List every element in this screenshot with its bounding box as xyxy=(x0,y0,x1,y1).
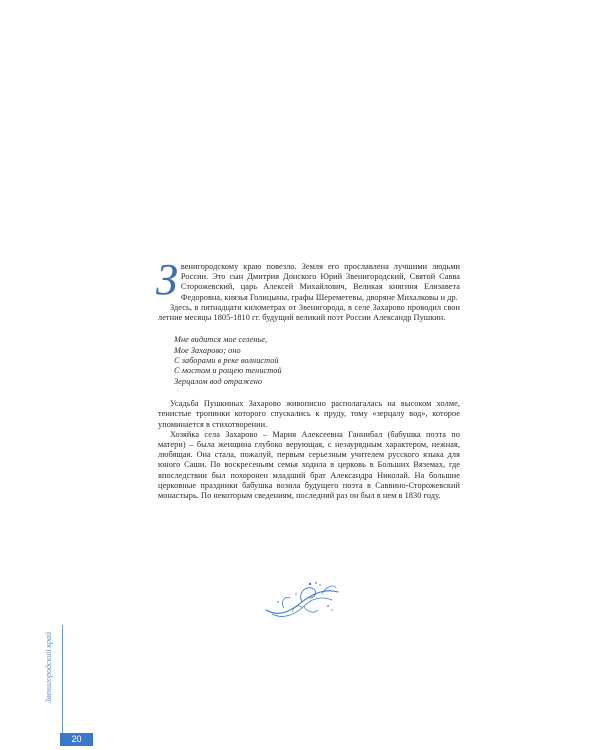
poem-line: Мое Захарово; оно xyxy=(174,345,241,355)
paragraph-grandmother: Хозяйка села Захарово – Мария Алексеевна Ганнибал (бабушка поэта по матери) – была женщина глубоко верующая, с незаурядным характером, нежная, любящая. Она стала, пожалуй, первым серьезным учителем русского языка для юного Саши. По воскресеньям семья ходила в церковь в Больших Вяземах, где впоследствии был похоронен младший брат Александра Николай. На большие церковные праздники бабушка возила будущего поэта в Саввино-Сторожевский монастырь. По некоторым сведениям, последний раз он был в нем в 1830 году. xyxy=(158,429,460,501)
floral-ornament-icon xyxy=(262,580,342,620)
poem-line: Зерцалом вод отражено xyxy=(174,376,263,386)
poem-line: Мне видится мое селенье, xyxy=(174,335,268,345)
article-body xyxy=(156,255,460,501)
poem-line: С мостом и рощею тенистой xyxy=(174,366,282,376)
poem-line: С заборами в реке волнистой xyxy=(174,356,279,366)
running-title: Звенигородский край xyxy=(44,631,53,703)
paragraph-estate: Усадьба Пушкиных Захарово живописно располагалась на высоком холме, тенистые тропинки которого спускались к пруду, тому «зерцалу вод», которое упоминается в стихотворении. xyxy=(158,399,460,429)
drop-cap: З xyxy=(156,255,178,304)
paragraph-zakharovo: Здесь, в пятнадцати километрах от Звенигорода, в селе Захарово проводил свои летние месяцы 1805-1810 гг. будущий великий поэт России Александр Пушкин. xyxy=(158,302,460,323)
paragraph-intro-text: венигородскому краю повезло. Земля его прославлена лучшими людьми России. Это сын Дмитрия Донского Юрий Звенигородский, Святой Савва Сторожевский, царь Алексей Михайлович, Великая княгиня Елизавета Федоровна, князья Голицыны, графы Шереметевы, дворяне Михалковы и др. xyxy=(180,262,460,302)
poem-quote xyxy=(158,335,460,387)
paragraph-intro xyxy=(156,255,460,304)
page-number: 20 xyxy=(60,733,93,746)
side-rule xyxy=(62,625,63,737)
